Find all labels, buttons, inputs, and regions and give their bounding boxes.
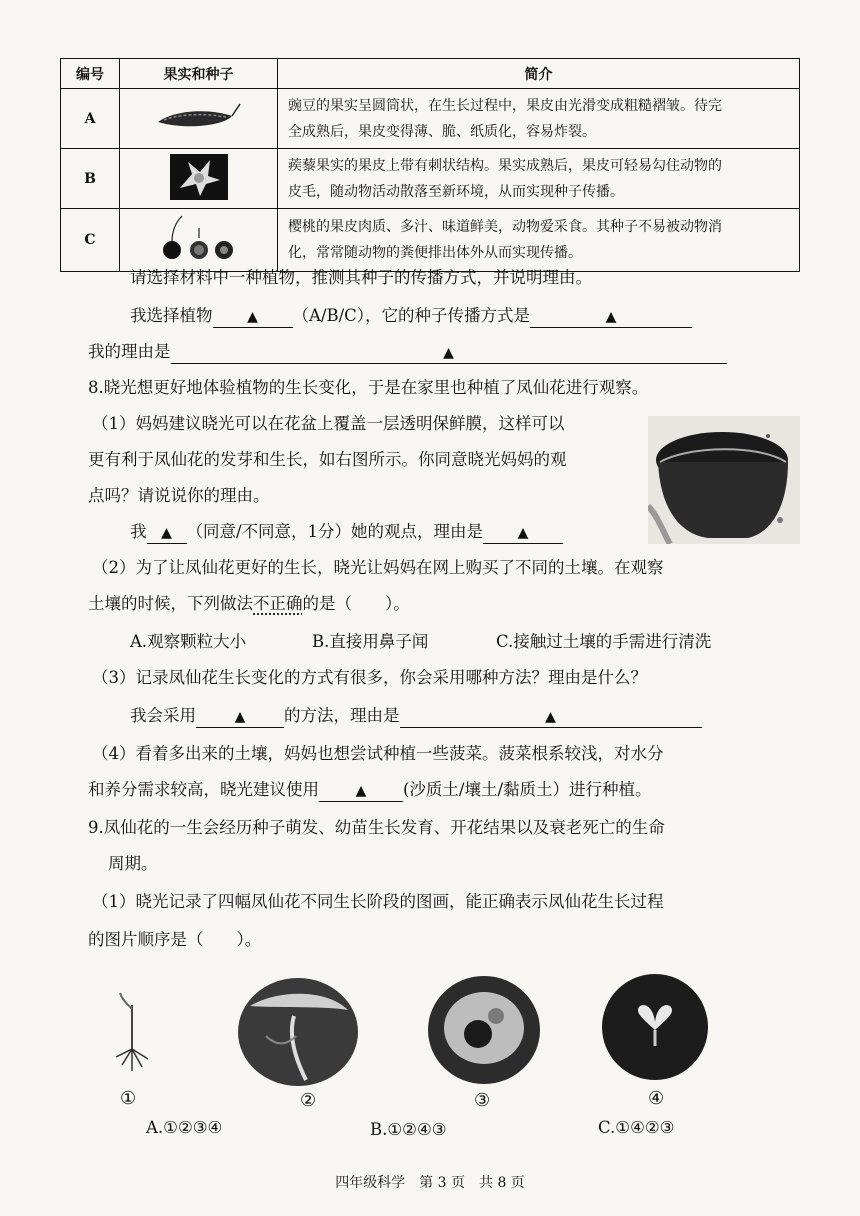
row-desc [278, 149, 800, 209]
stage-1-seedling-image [92, 985, 172, 1085]
stage-4-sprout-image [600, 972, 710, 1082]
q9-p1-line: 的图片顺序是（ ）。 [88, 930, 262, 949]
blank-mark: ▲ [234, 709, 246, 725]
q8-p2-option-a: A.观察颗粒大小 [130, 632, 247, 651]
stage-1-label: ① [120, 1088, 137, 1109]
q8-p3-reason-text: 的方法，理由是 [284, 706, 400, 725]
caltrop-image [120, 149, 278, 209]
header-code: 编号 [61, 59, 120, 89]
q8-p2-option-c: C.接触过土壤的手需进行清洗 [496, 632, 712, 651]
answer-blank[interactable] [530, 306, 692, 328]
q7-reason-text: 我的理由是 [88, 342, 171, 361]
q8-p2-line: （2）为了让凤仙花更好的生长，晓光让妈妈在网上购买了不同的土壤。在观察 [92, 558, 664, 577]
stage-3-flower-image [426, 974, 542, 1086]
q8-p1-line: （1）妈妈建议晓光可以在花盆上覆盖一层透明保鲜膜，这样可以 [92, 414, 565, 433]
q9-title: 9.凤仙花的一生会经历种子萌发、幼苗生长发育、开花结果以及衰老死亡的生命 [88, 818, 665, 837]
q8-title: 8.晓光想更好地体验植物的生长变化，于是在家里也种植了凤仙花进行观察。 [88, 378, 649, 397]
q9-option-c: C.①④②③ [598, 1118, 675, 1137]
covered-pot-image [648, 416, 800, 544]
desc-line: 全成熟后，果皮变得薄、脆、纸质化，容易炸裂。 [288, 123, 596, 140]
q9-option-b: B.①②④③ [370, 1120, 447, 1139]
page-footer: 四年级科学 第 3 页 共 8 页 [335, 1175, 525, 1191]
q7-method-text: （A/B/C），它的种子传播方式是 [292, 306, 531, 325]
q8-p4-line: （4）看着多出来的土壤，妈妈也想尝试种植一些菠菜。菠菜根系较浅，对水分 [92, 744, 664, 763]
q8-p4-soil-text: (沙质土/壤土/黏质土）进行种植。 [403, 780, 652, 799]
q8-p3-line: （3）记录凤仙花生长变化的方式有很多，你会采用哪种方法？理由是什么？ [92, 668, 647, 687]
blank-mark: ▲ [161, 525, 172, 541]
q9-option-a: A.①②③④ [146, 1118, 223, 1137]
stage-3-label: ③ [474, 1090, 491, 1111]
q8-p1-line: 更有利于凤仙花的发芽和生长，如右图所示。你同意晓光妈妈的观 [88, 450, 567, 469]
desc-line: 皮毛，随动物活动散落至新环境，从而实现种子传播。 [288, 183, 624, 200]
row-code: A [61, 89, 120, 149]
blank-mark: ▲ [545, 709, 556, 725]
table-row [61, 209, 800, 272]
stage-2-leaf-image [236, 976, 360, 1088]
desc-line: 樱桃的果皮肉质、多汁、味道鲜美，动物爱采食。其种子不易被动物消 [288, 219, 722, 235]
q8-p2-text: 土壤的时候，下列做法 [88, 594, 253, 613]
q8-p1-answer-line [130, 521, 563, 544]
table-row [61, 149, 800, 209]
blank-mark: ▲ [247, 309, 258, 325]
blank-mark: ▲ [443, 345, 454, 361]
q8-p2-option-b: B.直接用鼻子闻 [312, 632, 429, 651]
stage-4-label: ④ [648, 1088, 665, 1109]
cherry-image [120, 209, 278, 272]
q8-p1-line: 点吗？请说说你的理由。 [88, 486, 270, 505]
q8-p2-emphasis: 不正确 [253, 594, 303, 613]
row-code: B [61, 149, 120, 209]
answer-blank[interactable] [196, 706, 284, 728]
blank-mark: ▲ [605, 309, 617, 325]
q8-p2-line [88, 593, 410, 615]
blank-mark: ▲ [517, 525, 529, 541]
blank-mark: ▲ [355, 783, 367, 799]
answer-blank[interactable] [213, 306, 293, 328]
answer-blank[interactable] [400, 706, 702, 728]
stage-2-label: ② [300, 1090, 317, 1111]
row-code: C [61, 209, 120, 272]
q8-p2-text: 的是（ ）。 [302, 594, 410, 613]
q9-title: 周期。 [108, 854, 158, 873]
q8-p3-answer-line [130, 705, 702, 728]
header-fruit: 果实和种子 [120, 59, 278, 89]
answer-blank[interactable] [319, 780, 403, 802]
table-header [61, 59, 800, 89]
q8-p1-reason-text: （同意/不同意，1分）她的观点，理由是 [186, 522, 484, 541]
table-row [61, 89, 800, 149]
desc-line: 蒺藜果实的果皮上带有刺状结构。果实成熟后，果皮可轻易勾住动物的 [288, 157, 722, 174]
answer-blank[interactable] [171, 342, 727, 364]
row-desc [278, 89, 800, 149]
desc-line: 豌豆的果实呈圆筒状，在生长过程中，果皮由光滑变成粗糙褶皱。待完 [288, 97, 722, 114]
q9-p1-line: （1）晓光记录了四幅凤仙花不同生长阶段的图画，能正确表示凤仙花生长过程 [92, 892, 664, 911]
pea-pod-image [120, 89, 278, 149]
answer-blank[interactable] [483, 522, 563, 544]
seed-table [60, 58, 800, 272]
q8-p1-answer-text: 我 [130, 522, 147, 541]
q7-prompt: 请选择材料中一种植物，推测其种子的传播方式，并说明理由。 [130, 268, 592, 287]
desc-line: 化，常常随动物的粪便排出体外从而实现传播。 [288, 245, 582, 261]
q7-select-text: 我选择植物 [130, 306, 213, 325]
q7-reason-line [88, 341, 727, 364]
q8-p4-text: 和养分需求较高，晓光建议使用 [88, 780, 319, 799]
header-desc: 简介 [278, 59, 800, 89]
q7-select-line [130, 305, 692, 328]
row-desc [278, 209, 800, 272]
q8-p4-line [88, 779, 652, 802]
q8-p3-answer-text: 我会采用 [130, 706, 196, 725]
answer-blank[interactable] [147, 522, 187, 544]
